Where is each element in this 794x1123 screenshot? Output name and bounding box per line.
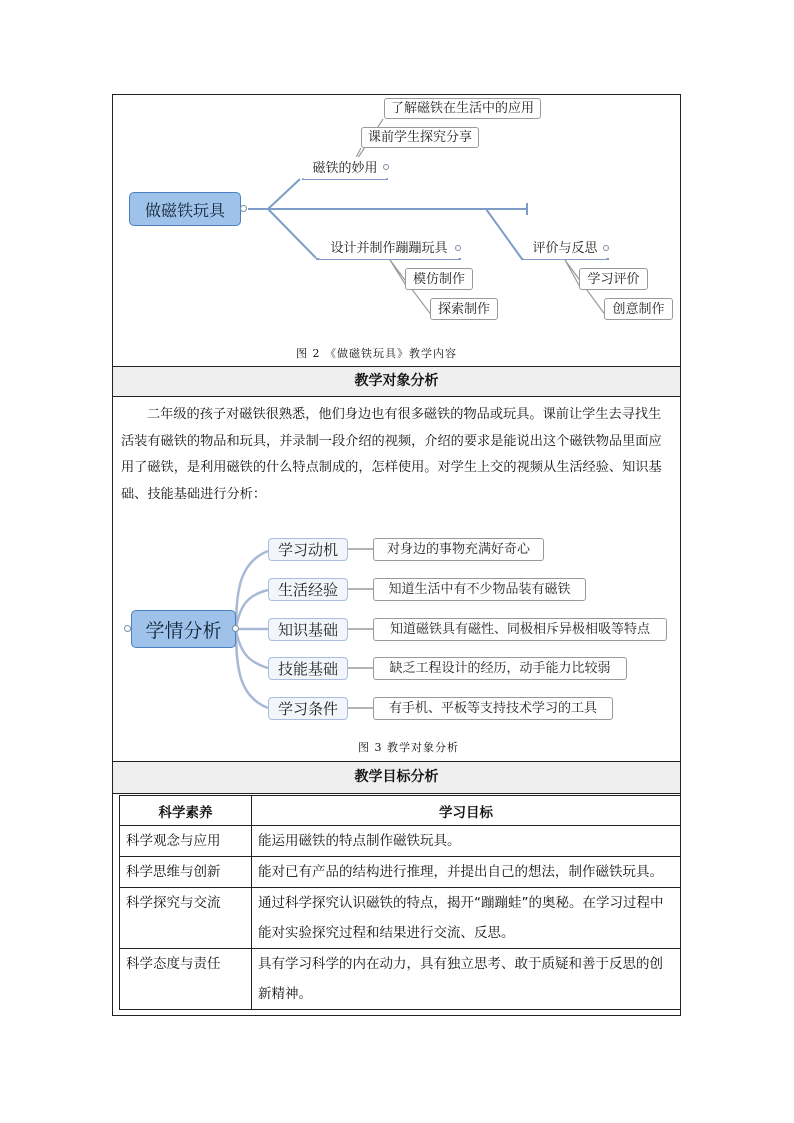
figure3-desc: 知道生活中有不少物品装有磁铁 (373, 578, 586, 601)
table-cell-value: 能对已有产品的结构进行推理，并提出自己的想法，制作磁铁玩具。 (252, 857, 681, 888)
analysis-paragraph: 二年级的孩子对磁铁很熟悉，他们身边也有很多磁铁的物品或玩具。课前让学生去寻找生活装有磁铁的物品和玩具，并录制一段介绍的视频，介绍的要求是能说出这个磁铁物品里面应用了磁铁，是利用磁铁的什么特点制成的，怎样使用。对学生上交的视频从生活经验、知识基础、技能基础进行分析： (121, 407, 662, 502)
table-cell-key: 科学探究与交流 (120, 888, 252, 949)
figure2-branch: 磁铁的妙用 (302, 157, 388, 179)
table-row (120, 949, 681, 1010)
figure3-desc: 有手机、平板等支持技术学习的工具 (373, 697, 613, 720)
table-cell-value: 通过科学探究认识磁铁的特点，揭开“蹦蹦蛙”的奥秘。在学习过程中能对实验探究过程和结果进行交流、反思。 (252, 888, 681, 949)
table-cell-key: 科学态度与责任 (120, 949, 252, 1010)
figure2-leaf: 课前学生探究分享 (361, 127, 479, 148)
figure3-branch: 学习条件 (268, 697, 348, 720)
figure2-leaf: 模仿制作 (405, 268, 473, 290)
table-cell-value: 能运用磁铁的特点制作磁铁玩具。 (252, 826, 681, 857)
figure3-caption: 图 3 教学对象分析 (358, 741, 459, 754)
figure3-desc: 对身边的事物充满好奇心 (373, 538, 544, 561)
table-row (120, 857, 681, 888)
figure3-desc: 缺乏工程设计的经历，动手能力比较弱 (373, 657, 627, 680)
table-row (120, 888, 681, 949)
table-cell-key: 科学观念与应用 (120, 826, 252, 857)
figure2-caption: 图 2 《做磁铁玩具》教学内容 (296, 347, 457, 360)
figure2-branch: 评价与反思 (522, 237, 608, 259)
goals-table (119, 795, 681, 1010)
figure2-leaf: 学习评价 (579, 268, 648, 290)
figure2-leaf: 探索制作 (430, 298, 498, 320)
collapse-toggle-icon (124, 625, 131, 632)
collapse-toggle-icon (232, 625, 239, 632)
figure3-root-node: 学情分析 (131, 610, 236, 648)
figure3-branch: 学习动机 (268, 538, 348, 561)
table-cell-key: 科学思维与创新 (120, 857, 252, 888)
table-header-row (120, 796, 681, 826)
section-title: 教学目标分析 (113, 762, 680, 793)
table-header-cell: 学习目标 (252, 796, 681, 826)
figure3-desc: 知道磁铁具有磁性、同极相斥异极相吸等特点 (373, 618, 667, 641)
figure3-branch: 技能基础 (268, 657, 348, 680)
table-cell-value: 具有学习科学的内在动力，具有独立思考、敢于质疑和善于反思的创新精神。 (252, 949, 681, 1010)
figure2-leaf: 创意制作 (604, 298, 673, 320)
table-row (120, 826, 681, 857)
section-title: 教学对象分析 (113, 367, 680, 396)
figure2-branch: 设计并制作蹦蹦玩具 (318, 237, 460, 259)
figure2-leaf: 了解磁铁在生活中的应用 (384, 98, 541, 119)
table-header-cell: 科学素养 (120, 796, 252, 826)
figure3-branch: 知识基础 (268, 618, 348, 641)
figure3-branch: 生活经验 (268, 578, 348, 601)
figure2-root-node: 做磁铁玩具 (129, 192, 241, 226)
